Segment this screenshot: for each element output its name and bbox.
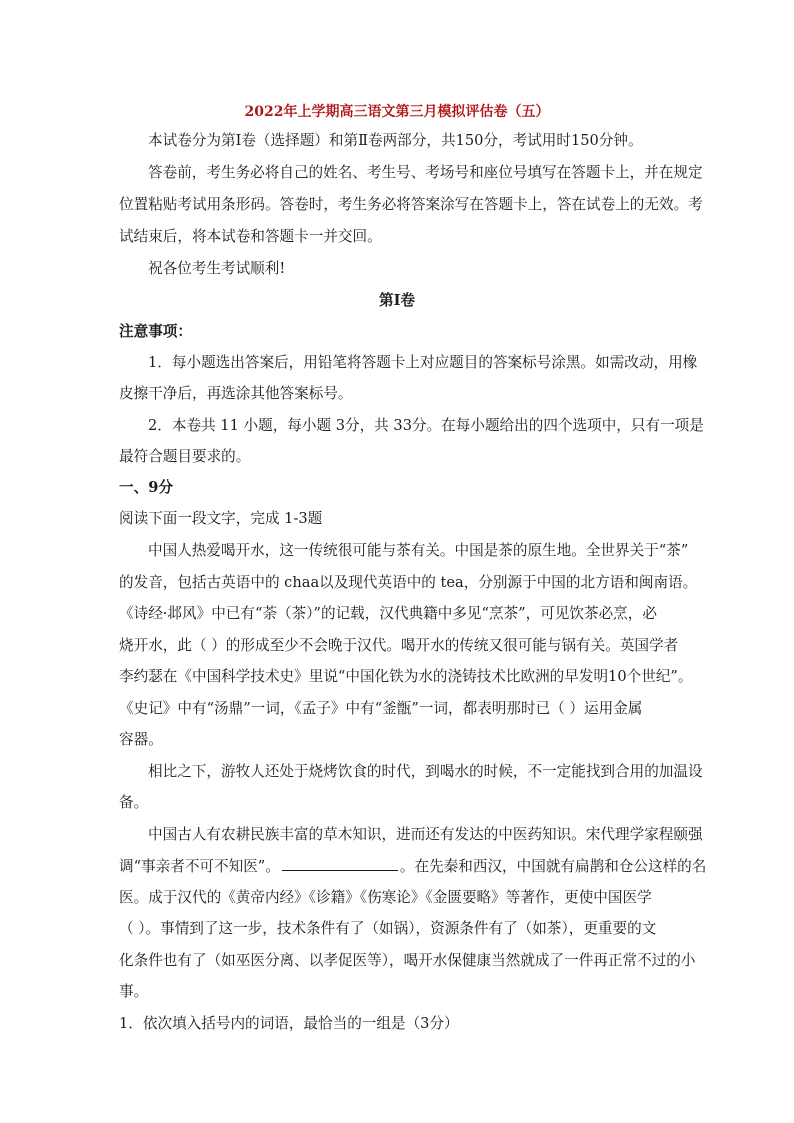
intro-line: 祝各位考生考试顺利! bbox=[148, 260, 286, 277]
passage-line: 中国古人有农耕民族丰富的草木知识，进而还有发达的中医药知识。宋代理学家程颐强 bbox=[148, 826, 703, 843]
intro-line: 试结束后，将本试卷和答题卡一并交回。 bbox=[119, 228, 382, 245]
passage-line: 李约瑟在《中国科学技术史》里说“中国化铁为水的浇铸技术比欧洲的早发明10个世纪”。 bbox=[119, 668, 693, 685]
note-line: 皮擦干净后，再选涂其他答案标号。 bbox=[119, 385, 353, 402]
passage-line: 化条件也有了（如巫医分离、以孝促医等），喝开水保健康当然就成了一件再正常不过的小 bbox=[119, 952, 696, 969]
passage-line: 医。成于汉代的《黄帝内经》《诊籍》《伤寒论》《金匮要略》等著作，更使中国医学 bbox=[119, 889, 652, 906]
passage-line: 事。 bbox=[119, 983, 149, 1000]
passage-text: 。在先秦和西汉，中国就有扁鹊和仓公这样的名 bbox=[399, 858, 707, 875]
passage-text: 调“事亲者不可不知医”。 bbox=[119, 858, 280, 875]
passage-line: 容器。 bbox=[119, 731, 163, 748]
passage-line-with-blank bbox=[119, 856, 706, 877]
passage-line: 烧开水，此（ ）的形成至少不会晚于汉代。喝开水的传统又很可能与锅有关。英国学者 bbox=[119, 637, 679, 654]
note-line: 1．每小题选出答案后，用铅笔将答题卡上对应题目的答案标号涂黑。如需改动，用橡 bbox=[148, 354, 698, 371]
notes-heading: 注意事项： bbox=[119, 323, 192, 340]
part-heading: 一、9分 bbox=[119, 479, 173, 496]
passage-line: 相比之下，游牧人还处于烧烤饮食的时代，到喝水的时候，不一定能找到合用的加温设 bbox=[148, 763, 703, 780]
answer-blank bbox=[282, 856, 398, 871]
note-line: 2．本卷共 11 小题，每小题 3分，共 33分。在每小题给出的四个选项中，只有一项是 bbox=[148, 417, 704, 434]
intro-line: 答卷前，考生务必将自己的姓名、考生号、考场号和座位号填写在答题卡上，并在规定 bbox=[148, 164, 703, 181]
intro-line: 本试卷分为第Ⅰ卷（选择题）和第Ⅱ卷两部分，共150分，考试用时150分钟。 bbox=[148, 132, 643, 149]
part-instruction: 阅读下面一段文字，完成 1-3题 bbox=[119, 510, 323, 527]
exam-title: 2022年上学期高三语文第三月模拟评估卷（五） bbox=[244, 104, 550, 120]
passage-line: 的发音，包括古英语中的 chaa以及现代英语中的 tea，分别源于中国的北方语和闽南语。 bbox=[119, 574, 698, 591]
passage-line: （ ）。事情到了这一步，技术条件有了（如锅），资源条件有了（如茶），更重要的文 bbox=[119, 920, 657, 937]
intro-line: 位置粘贴考试用条形码。答卷时，考生务必将答案涂写在答题卡上，答在试卷上的无效。考 bbox=[119, 196, 703, 213]
passage-line: 《诗经·邶风》中已有“荼（茶）”的记载，汉代典籍中多见“烹茶”，可见饮茶必烹，必 bbox=[119, 605, 657, 622]
question-1: 1．依次填入括号内的词语，最恰当的一组是（3分） bbox=[119, 1015, 459, 1032]
note-line: 最符合题目要求的。 bbox=[119, 448, 251, 465]
passage-line: 备。 bbox=[119, 794, 149, 811]
passage-line: 《史记》中有“汤鼎”一词，《孟子》中有“釜甑”一词，都表明那时已（ ）运用金属 bbox=[119, 700, 643, 717]
section-heading: 第Ⅰ卷 bbox=[378, 292, 415, 309]
passage-line: 中国人热爱喝开水，这一传统很可能与茶有关。中国是茶的原生地。全世界关于“茶” bbox=[148, 542, 689, 559]
